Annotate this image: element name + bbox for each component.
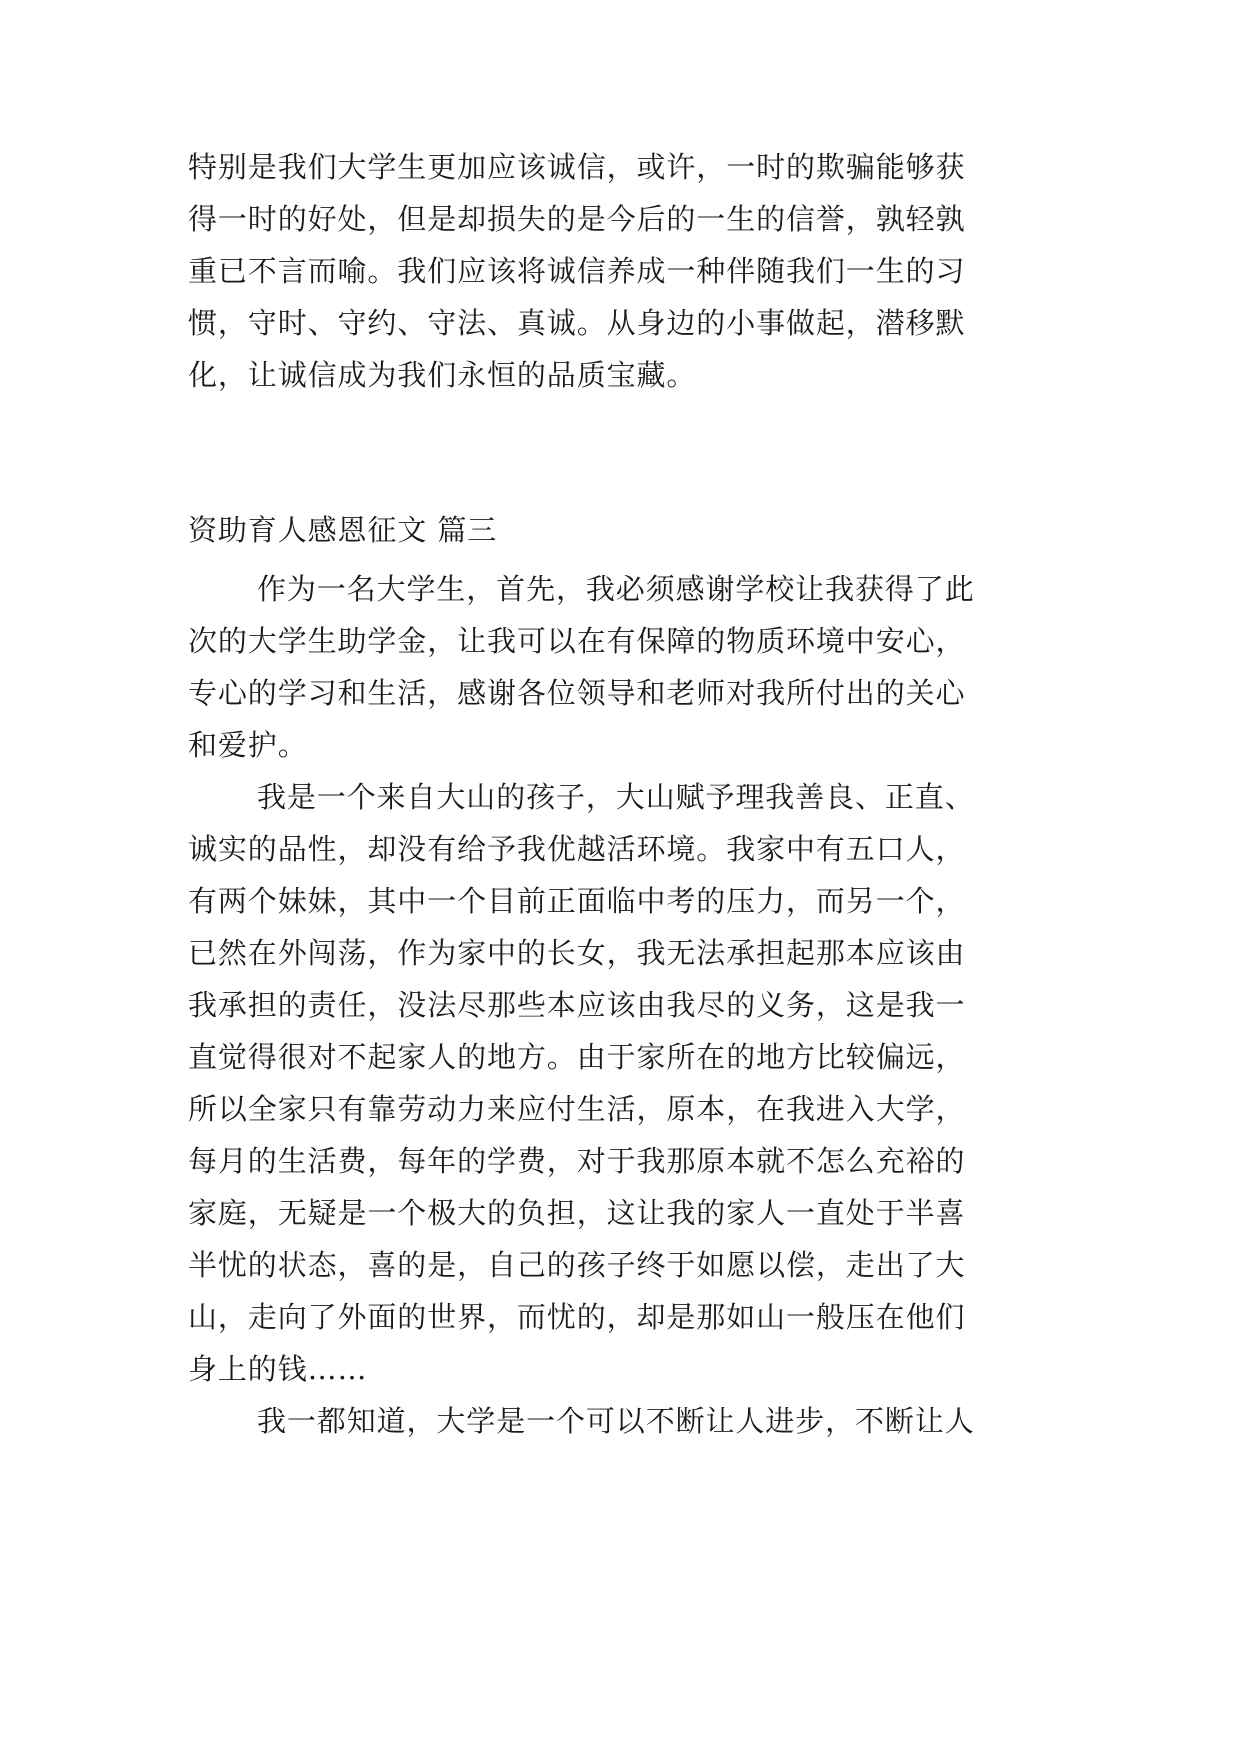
paragraph-2-line-8: 每月的生活费，每年的学费，对于我那原本就不怎么充裕的	[188, 1144, 966, 1178]
paragraph-3-line-1: 我一都知道，大学是一个可以不断让人进步，不断让人	[257, 1404, 975, 1438]
paragraph-1-line-2: 次的大学生助学金，让我可以在有保障的物质环境中安心，	[188, 624, 966, 658]
paragraph-2-line-9: 家庭，无疑是一个极大的负担，这让我的家人一直处于半喜	[188, 1196, 966, 1230]
paragraph-1-line-1: 作为一名大学生，首先，我必须感谢学校让我获得了此	[257, 572, 975, 606]
paragraph-2-line-12: 身上的钱……	[188, 1352, 368, 1386]
section-title: 资助育人感恩征文 篇三	[188, 513, 498, 547]
paragraph-top-line-5: 化，让诚信成为我们永恒的品质宝藏。	[188, 358, 697, 392]
paragraph-2-line-11: 山，走向了外面的世界，而忧的，却是那如山一般压在他们	[188, 1300, 966, 1334]
paragraph-2-line-5: 我承担的责任，没法尽那些本应该由我尽的义务，这是我一	[188, 988, 966, 1022]
paragraph-2-line-6: 直觉得很对不起家人的地方。由于家所在的地方比较偏远，	[188, 1040, 966, 1074]
paragraph-2-line-10: 半忧的状态，喜的是，自己的孩子终于如愿以偿，走出了大	[188, 1248, 966, 1282]
paragraph-2-line-2: 诚实的品性，却没有给予我优越活环境。我家中有五口人，	[188, 832, 966, 866]
paragraph-2-line-3: 有两个妹妹，其中一个目前正面临中考的压力，而另一个，	[188, 884, 966, 918]
paragraph-1-line-4: 和爱护。	[188, 728, 308, 762]
paragraph-1-line-3: 专心的学习和生活，感谢各位领导和老师对我所付出的关心	[188, 676, 966, 710]
paragraph-2-line-1: 我是一个来自大山的孩子，大山赋予理我善良、正直、	[257, 780, 975, 814]
paragraph-top-line-1: 特别是我们大学生更加应该诚信，或许，一时的欺骗能够获	[188, 150, 966, 184]
paragraph-top-line-2: 得一时的好处，但是却损失的是今后的一生的信誉，孰轻孰	[188, 202, 966, 236]
paragraph-2-line-4: 已然在外闯荡，作为家中的长女，我无法承担起那本应该由	[188, 936, 966, 970]
paragraph-top-line-3: 重已不言而喻。我们应该将诚信养成一种伴随我们一生的习	[188, 254, 966, 288]
paragraph-top-line-4: 惯，守时、守约、守法、真诚。从身边的小事做起，潜移默	[188, 306, 966, 340]
paragraph-2-line-7: 所以全家只有靠劳动力来应付生活，原本，在我进入大学，	[188, 1092, 966, 1126]
